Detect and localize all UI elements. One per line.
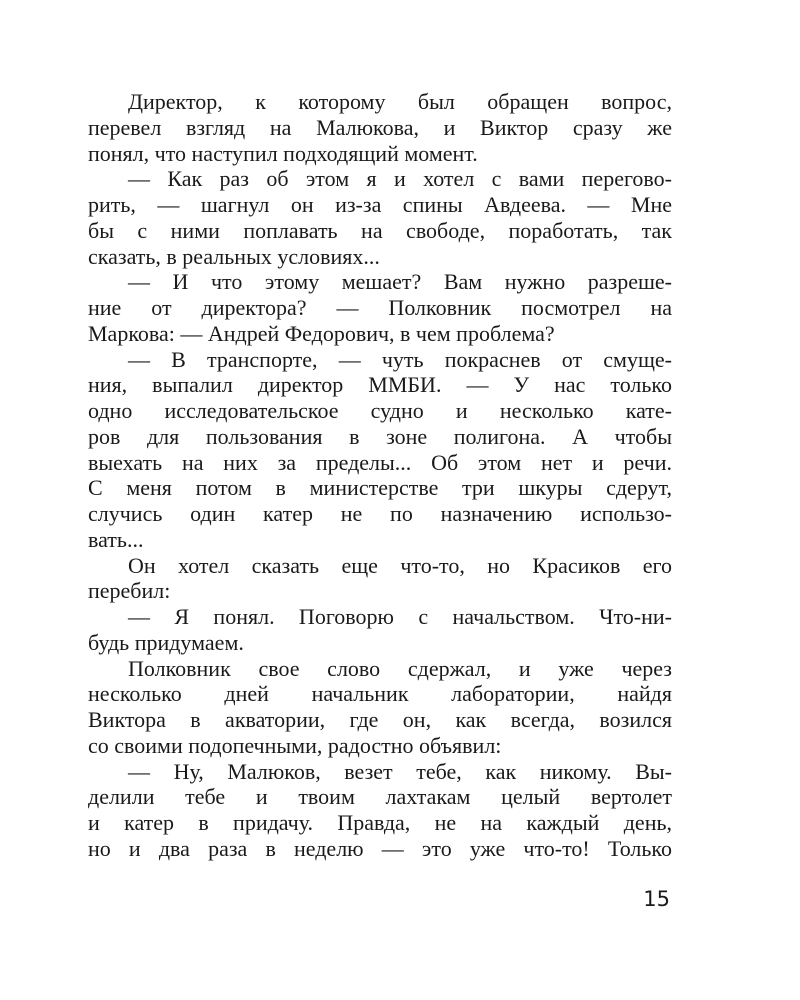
text-line: случись один катер не по назначению использо- xyxy=(88,501,672,526)
text-line: Полковник свое слово сдержал, и уже через xyxy=(128,655,672,681)
text-line: со своими подопечными, радостно объявил: xyxy=(88,732,502,758)
text-line: Он хотел сказать еще что-то, но Красиков его xyxy=(128,552,672,578)
text-line: выехать на них за пределы... Об этом нет и речи. xyxy=(88,449,672,475)
text-line: — Ну, Малюков, везет тебе, как никому. Вы- xyxy=(128,758,672,784)
text-line: несколько дней начальник лаборатории, найдя xyxy=(88,681,672,707)
text-line: перевел взгляд на Малюкова, и Виктор сразу же xyxy=(88,114,672,140)
text-line: ние от директора? — Полковник посмотрел на xyxy=(88,295,672,320)
text-line: сказать, в реальных условиях... xyxy=(88,243,380,269)
text-line: С меня потом в министерстве три шкуры сдерут, xyxy=(88,475,672,501)
text-line: делили тебе и твоим лахтакам целый вертолет xyxy=(88,784,672,810)
text-line: ров для пользования в зоне полигона. А чтобы xyxy=(88,423,672,449)
page-text xyxy=(88,89,672,862)
text-line: понял, что наступил подходящий момент. xyxy=(88,140,478,166)
text-line: Виктора в акватории, где он, как всегда, возился xyxy=(88,707,672,732)
text-line: но и два раза в неделю — это уже что-то! Только xyxy=(88,835,672,861)
text-line: — Я понял. Поговорю с начальством. Что-ни- xyxy=(128,604,672,629)
text-line: будь придумаем. xyxy=(88,629,244,655)
text-line: ния, выпалил директор ММБИ. — У нас только xyxy=(88,372,672,398)
text-line: бы с ними поплавать на свободе, поработать, так xyxy=(88,217,672,243)
text-line: рить, — шагнул он из-за спины Авдеева. — Мне xyxy=(88,192,672,217)
text-line: перебил: xyxy=(88,578,171,604)
page-number: 15 xyxy=(643,887,670,911)
text-line: — И что этому мешает? Вам нужно разреше- xyxy=(128,269,672,295)
text-line: Директор, к которому был обращен вопрос, xyxy=(128,89,672,114)
text-line: — В транспорте, — чуть покраснев от смуще- xyxy=(128,346,672,372)
text-line: и катер в придачу. Правда, не на каждый день, xyxy=(88,810,672,835)
text-line: вать... xyxy=(88,526,144,552)
text-line: одно исследовательское судно и несколько кате- xyxy=(88,398,672,423)
text-line: Маркова: — Андрей Федорович, в чем проблема? xyxy=(88,320,555,346)
text-line: — Как раз об этом я и хотел с вами перегово- xyxy=(128,166,672,192)
